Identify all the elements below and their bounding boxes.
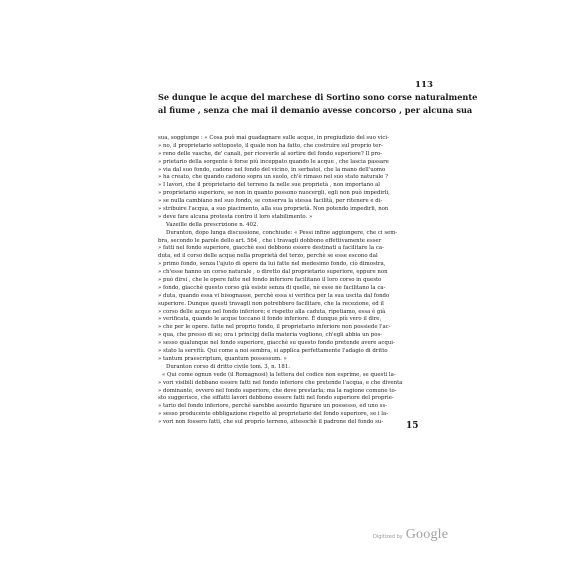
digitized-by-label: Digitized by bbox=[373, 534, 403, 540]
body-line: Duranton corso di dritto civile tom. 3, n. 181. bbox=[166, 363, 291, 370]
body-line: » che per le opere. fatte nel proprio fondo, il proprietario inferiore non possiede l'ac- bbox=[158, 324, 391, 331]
body-line: » qua, che presso di se; ora i principj della materia vogliono, ch'egli abbia un pos- bbox=[158, 332, 383, 339]
body-line: » corso delle acque nel fondo inferiore; e rispetto alla caduta, ripetiamo, essa è già bbox=[158, 308, 386, 315]
lead-paragraph bbox=[158, 91, 478, 117]
body-line: » stribuire l'acqua, a suo piacimento, alla sua proprietà. Non potendo impedirli, non bbox=[158, 206, 389, 213]
page-number: 113 bbox=[415, 80, 433, 90]
body-line: » tantum praescriptum, quantum possessum. » bbox=[158, 355, 287, 362]
body-text bbox=[158, 135, 426, 427]
body-line: » vori non fossero fatti, che sul proprio terreno, attesochè il padrone del fondo su- bbox=[158, 419, 384, 426]
lead-line: Se dunque le acque del marchese di Sortino sono corse naturalmente bbox=[158, 92, 478, 102]
body-line: superiore. Dunque questi travagli non potrebbero facilitare, che la recezione, ed il bbox=[158, 300, 384, 307]
body-line: » proprietario superiore, se non in quanto possono nuocergli, egli non può impedirli, bbox=[158, 190, 390, 197]
body-line: » se nulla cambiano nel suo fondo, se conserva la stessa facilità, per ritenere e di- bbox=[158, 198, 383, 205]
body-line: » reno delle vasche, de' canali, per riceverle al sortire del fondo superiore? Il pro- bbox=[158, 150, 383, 157]
body-line: » ch'esse hanno un corso naturale , o diretto dal proprietario superiore, eppure non bbox=[158, 269, 388, 276]
body-line: » sesso qualunque nel fondo superiore, giacchè su questo fondo pretende avere acqui- bbox=[158, 340, 395, 347]
body-line: » fondo, giacchè questo corso già esiste senza di quelle, nè esse ne facilitano la ca- bbox=[158, 284, 386, 291]
body-line: sua, soggiunge : « Cosa può mai guadagnare sulle acque, in pregiudizio del suo vici- bbox=[158, 135, 389, 141]
lead-line: al fiume , senza che mai il demanio avesse concorso , per alcuna sua bbox=[158, 105, 473, 115]
body-line: » deve fare alcuna protesta contro il loro stabilimento. » bbox=[158, 213, 313, 220]
digitized-watermark bbox=[373, 527, 448, 543]
signature-mark: 15 bbox=[406, 421, 419, 431]
body-line: » I lavori, che il proprietario del terreno fa nelle sue proprietà , non importano al bbox=[158, 182, 381, 189]
body-line: » primo fondo, senza l'ajuto di opere da lui fatte nel medesimo fondo, ciò dimostra, bbox=[158, 261, 386, 268]
google-logo: Google bbox=[405, 527, 449, 542]
body-line: » vori visibili debbano essere fatti nel fondo inferiore che pretende l'acqua, e che diventa bbox=[158, 379, 403, 386]
body-line: » via dal suo fondo, cadono nel fondo del vicino, in serbatoi, che la mano dell'uomo bbox=[158, 166, 386, 173]
body-line: duta, ed il corso delle acque nella proprietà del terzo, perchè se esse escono dal bbox=[158, 253, 378, 260]
body-line: » tario del fondo inferiore, perchè sarebbe assurdo figurare un possesso, ed uno ss- bbox=[158, 403, 388, 410]
body-line: » duta, quando essa vi bisognasse, perchè essa si verifica per la sua uscita dal fondo bbox=[158, 292, 390, 299]
body-line: » dominante, ovvero nel fondo superiore, che deve prestarla; ma la ragione comune to- bbox=[158, 387, 397, 394]
body-line: Vazeille della prescrizione n. 402. bbox=[166, 221, 259, 228]
body-line: « Qui come ognun vede (il Romagnosi) la lettera del codice non esprime, se questi la- bbox=[162, 371, 396, 378]
body-line: » prietario della sorgente è forse più inceppato quando le acque , che lascia passare bbox=[158, 158, 389, 165]
body-line: sto suggerisce, che siffatti lavori debbono essere fatti nel fondo superiore del proprie- bbox=[158, 395, 394, 402]
body-line: » verificata, quando le acque toccano il fondo inferiore. È dunque più vero il dire, bbox=[158, 316, 382, 323]
body-line: » sesso producente obbligazione rispetto al proprietario del fondo superiore, se i la- bbox=[158, 411, 389, 418]
body-line: » no, il proprietario sottoposto, il quale non ha fatto, che costruire sul proprio ter- bbox=[158, 142, 383, 149]
body-line: » stato la servitù. Qui come a noi sembra, si applica perfettamente l'adagio di dritto bbox=[158, 348, 388, 355]
body-line: » può dirsi , che le opere fatte nel fondo inferiore facilitano il loro corso in questo bbox=[158, 277, 382, 284]
body-line: Duranton, dopo lunga discussione, conchiude: « Pessi infine aggiungere, che ci sem- bbox=[166, 229, 398, 236]
body-line: bra, secondo le parole dello art. 564 , che i travagli dobbono effettivamente esser bbox=[158, 237, 382, 244]
body-line: » ha creato, che quando cadono sopra un suolo, ch'è rimaso nel suo stato naturale ? bbox=[158, 174, 388, 181]
body-line: » fatti nel fondo superiore, giacchè essi debbono essere destinati a facilitare la ca- bbox=[158, 245, 384, 252]
